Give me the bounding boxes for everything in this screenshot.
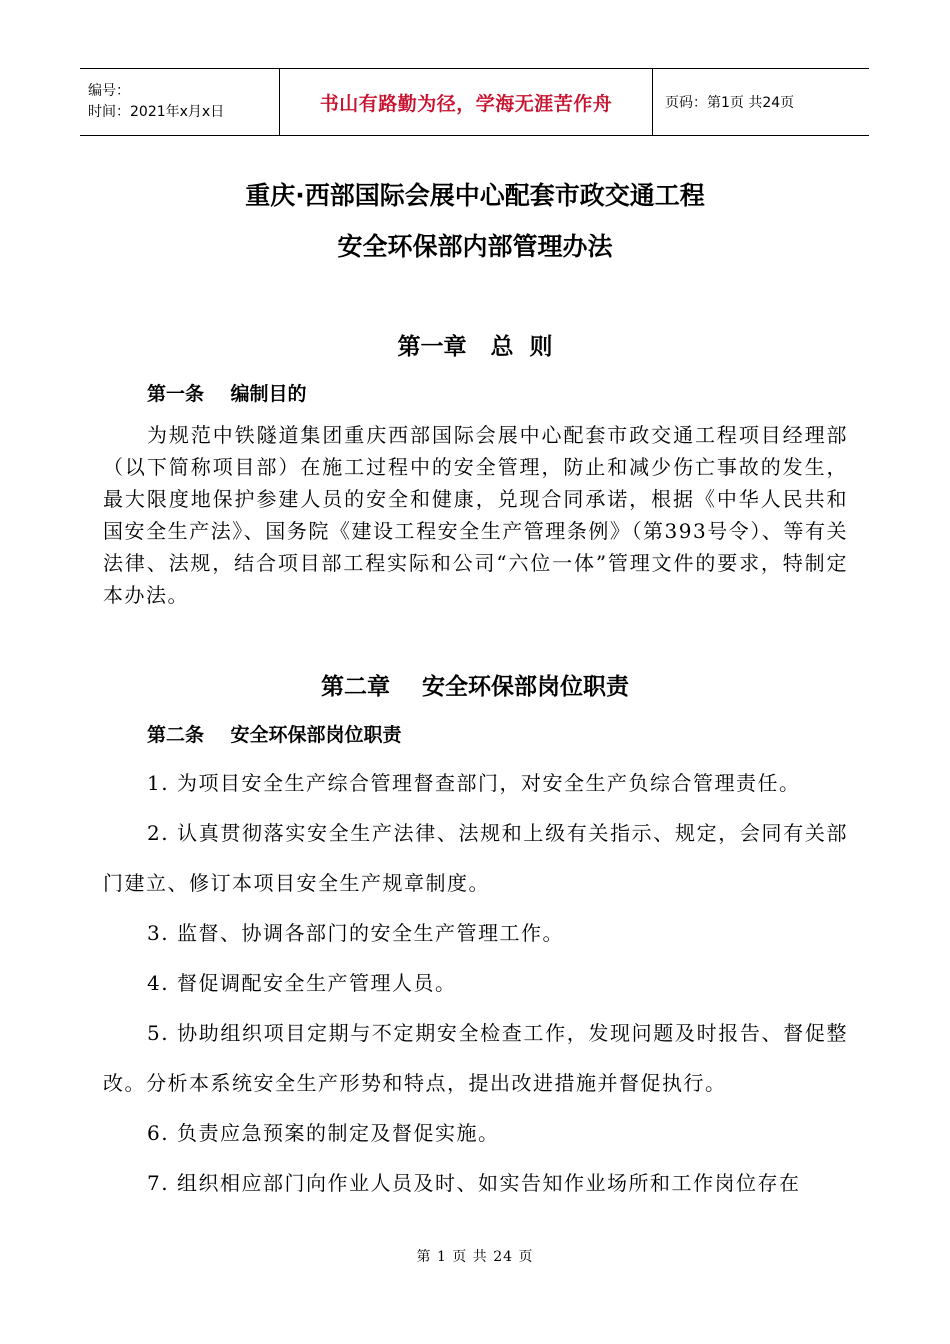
document-title-line1: 重庆·西部国际会展中心配套市政交通工程 [245,181,705,210]
date-label: 时间：2021年x月x日 [88,104,225,120]
list-item: 7. 组织相应部门向作业人员及时、如实告知作业场所和工作岗位存在 [147,1171,801,1195]
header-table [80,68,869,136]
list-item: 5. 协助组织项目定期与不定期安全检查工作，发现问题及时报告、督促整改。分析本系统安全生产形势和特点，提出改进措施并督促执行。 [103,1021,848,1095]
list-item: 3. 监督、协调各部门的安全生产管理工作。 [147,921,564,945]
page-footer: 第 1 页 共 24 页 [416,1249,534,1265]
list-item: 6. 负责应急预案的制定及督促实施。 [147,1121,500,1145]
article1-heading: 第一条 编制目的 [147,383,307,405]
document-title-line2: 安全环保部内部管理办法 [337,232,613,261]
article2-heading: 第二条 安全环保部岗位职责 [147,724,402,746]
header-page-cell [653,69,869,135]
chapter2-heading: 第二章 安全环保部岗位职责 [320,674,630,700]
motto-text: 书山有路勤为径，学海无涯苦作舟 [319,92,613,115]
header-motto-cell [280,69,653,135]
number-label: 编号： [88,83,130,99]
list-item: 2. 认真贯彻落实安全生产法律、法规和上级有关指示、规定，会同有关部门建立、修订本项目安全生产规章制度。 [103,821,848,895]
list-item: 4. 督促调配安全生产管理人员。 [147,971,457,995]
list-item: 1. 为项目安全生产综合管理督查部门，对安全生产负综合管理责任。 [147,771,801,795]
article1-paragraph: 为规范中铁隧道集团重庆西部国际会展中心配套市政交通工程项目经理部（以下简称项目部）在施工过程中的安全管理，防止和减少伤亡事故的发生，最大限度地保护参建人员的安全和健康，兑现合同承诺，根据《中华人民共和国安全生产法》、国务院《建设工程安全生产管理条例》（第393号令）、等有关法律、法规，结合项目部工程实际和公司“六位一体”管理文件的要求，特制定本办法。 [103,423,848,607]
page-info: 页码：第1页 共24页 [665,95,795,111]
chapter1-heading: 第一章 总 则 [397,334,553,360]
header-meta-cell [80,69,280,135]
